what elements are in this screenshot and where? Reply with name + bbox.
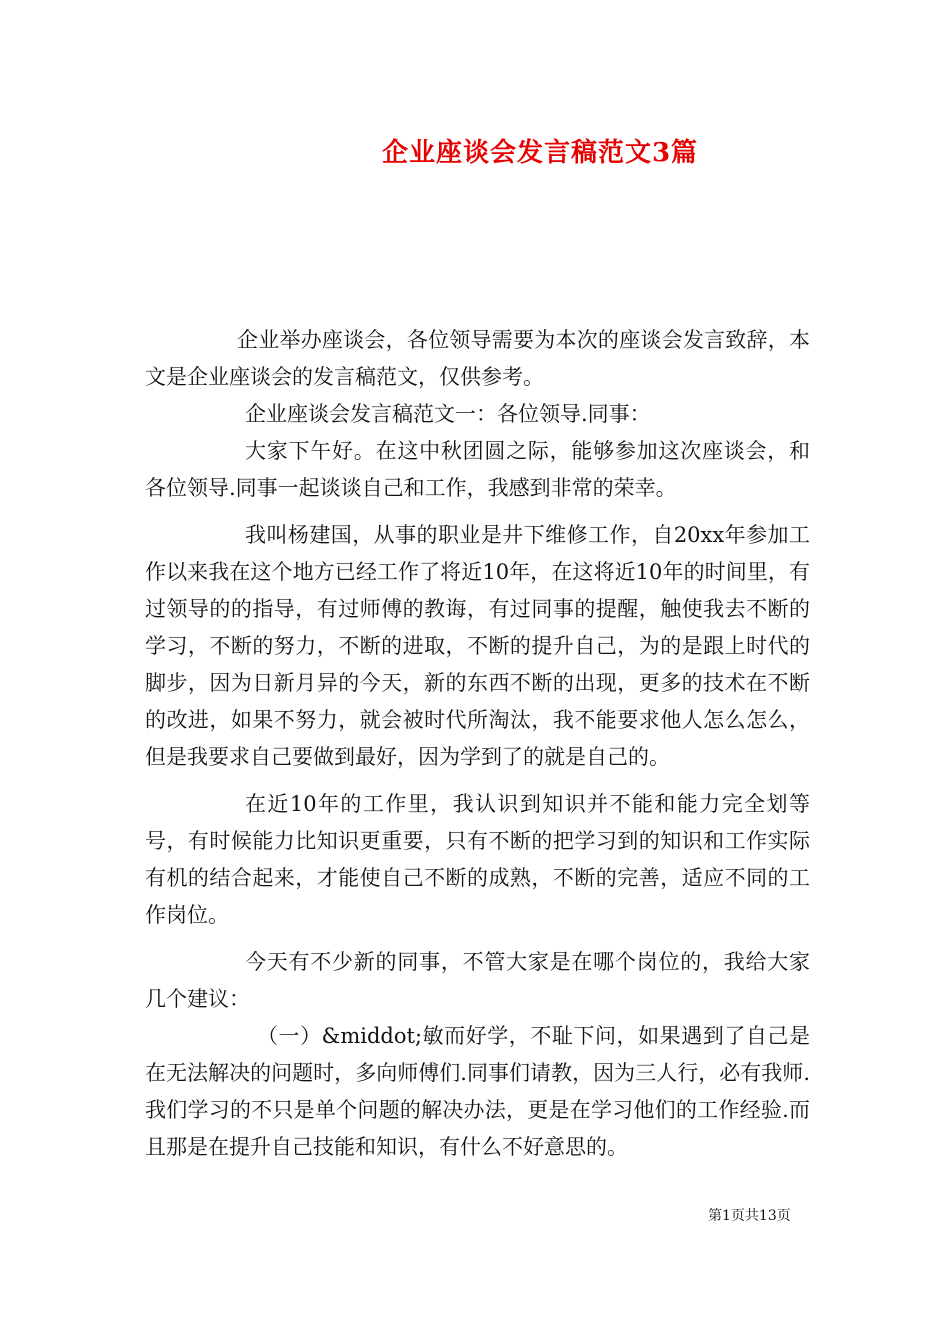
advice-intro-paragraph: 今天有不少新的同事，不管大家是在哪个岗位的，我给大家几个建议： xyxy=(145,950,810,1011)
intro-paragraph: 企业举办座谈会，各位领导需要为本次的座谈会发言致辞，本文是企业座谈会的发言稿范文，仅供参考。 xyxy=(145,328,810,389)
greeting-paragraph: 企业座谈会发言稿范文一：各位领导.同事： xyxy=(245,402,651,426)
paragraph-gap xyxy=(145,934,810,944)
advice-one-paragraph: （一）&middot;敏而好学，不耻下问，如果遇到了自己是在无法解决的问题时，多向师傅们.同事们请教，因为三人行，必有我师.我们学习的不只是单个问题的解决办法，更是在学习他们的工作经验.而且那是在提升自己技能和知识，有什么不好意思的。 xyxy=(145,1024,810,1159)
self-intro-paragraph: 我叫杨建国，从事的职业是井下维修工作，自20xx年参加工作以来我在这个地方已经工作了将近10年，在这将近10年的时间里，有过领导的的指导，有过师傅的教诲，有过同事的提醒，触使我去不断的学习，不断的努力，不断的进取，不断的提升自己，为的是跟上时代的脚步，因为日新月异的今天，新的东西不断的出现，更多的技术在不断的改进，如果不努力，就会被时代所淘汰，我不能要求他人怎么怎么，但是我要求自己要做到最好，因为学到了的就是自己的。 xyxy=(145,523,810,769)
opening-paragraph: 大家下午好。在这中秋团圆之际，能够参加这次座谈会，和各位领导.同事一起谈谈自己和工作，我感到非常的荣幸。 xyxy=(145,439,810,500)
paragraph-gap xyxy=(145,507,810,517)
knowledge-paragraph: 在近10年的工作里，我认识到知识并不能和能力完全划等号，有时候能力比知识更重要，只有不断的把学习到的知识和工作实际有机的结合起来，才能使自己不断的成熟，不断的完善，适应不同的工作岗位。 xyxy=(145,792,810,927)
page-number: 第1页共13页 xyxy=(708,1208,791,1224)
paragraph-gap xyxy=(145,776,810,786)
document-body xyxy=(145,322,810,1166)
document-title: 企业座谈会发言稿范文3篇 xyxy=(381,138,699,168)
